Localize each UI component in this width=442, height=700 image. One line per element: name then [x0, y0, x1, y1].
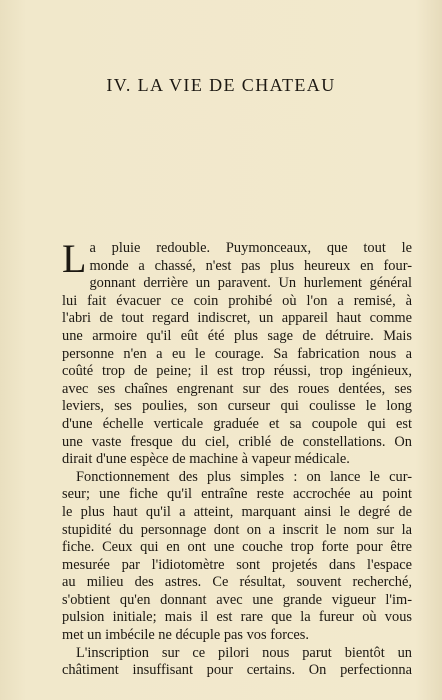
- text-line: au milieu des astres. Ce résultat, souvent recherché,: [62, 574, 412, 591]
- text-line: gonnant derrière un paravent. Un hurlement général: [89, 275, 412, 292]
- text-line: mesurée par l'idiotomètre sont projetés dans l'espace: [62, 556, 412, 573]
- text-line: coûté trop de peine; il est trop réussi, trop ingénieux,: [62, 363, 412, 380]
- text-line: le plus haut qu'il a atteint, marquant ainsi le degré de: [62, 503, 412, 520]
- chapter-title: IV. LA VIE DE CHATEAU: [106, 75, 336, 95]
- text-line: l'abri de tout regard indiscret, un appareil haut comme: [62, 310, 412, 327]
- text-line: a pluie redouble. Puymonceaux, que tout le: [89, 240, 412, 256]
- text-line: Fonctionnement des plus simples : on lance le cur-: [76, 468, 412, 485]
- text-line: une armoire qu'il eût été plus sage de détruire. Mais: [62, 327, 412, 344]
- text-line: met un imbécile ne décuple pas vos forces.: [62, 627, 309, 644]
- text-line: s'obtient qu'en donnant avec une grande vigueur l'im-: [62, 591, 412, 608]
- drop-cap: L: [62, 236, 87, 281]
- text-line: stupidité du personnage dont on a inscrit le nom sur la: [62, 521, 412, 538]
- text-line: d'une échelle verticale graduée et sa coupole qui est: [62, 415, 412, 432]
- text-line: lui fait évacuer ce coin prohibé où l'on a remisé, à: [62, 292, 412, 309]
- text-line: leviers, ses poulies, son curseur qui coulisse le long: [62, 398, 412, 415]
- paragraph-1: [62, 236, 412, 469]
- text-line: personne n'en a eu le courage. Sa fabrication nous a: [62, 345, 412, 362]
- text-line: monde a chassé, n'est pas plus heureux en four-: [89, 257, 412, 274]
- text-line: dirait d'une espèce de machine à vapeur médicale.: [62, 451, 350, 468]
- text-line: fiche. Ceux qui en ont une couche trop forte pour être: [62, 539, 412, 556]
- body-text: [62, 236, 412, 680]
- text-line: seur; une fiche qu'il entraîne reste accrochée au point: [62, 486, 412, 503]
- text-line: pulsion initiale; mais il est rare que la fureur où vous: [62, 609, 412, 626]
- text-line: avec ses chaînes engrenant sur des roues dentées, ses: [62, 380, 412, 397]
- text-line: châtiment insuffisant pour certains. On perfectionna: [62, 662, 412, 679]
- text-line: une vaste fresque du ciel, criblé de constellations. On: [62, 433, 412, 450]
- paragraph-2: [62, 469, 412, 645]
- text-line: L'inscription sur ce pilori nous parut bientôt un: [76, 644, 412, 661]
- paragraph-3: [62, 645, 412, 680]
